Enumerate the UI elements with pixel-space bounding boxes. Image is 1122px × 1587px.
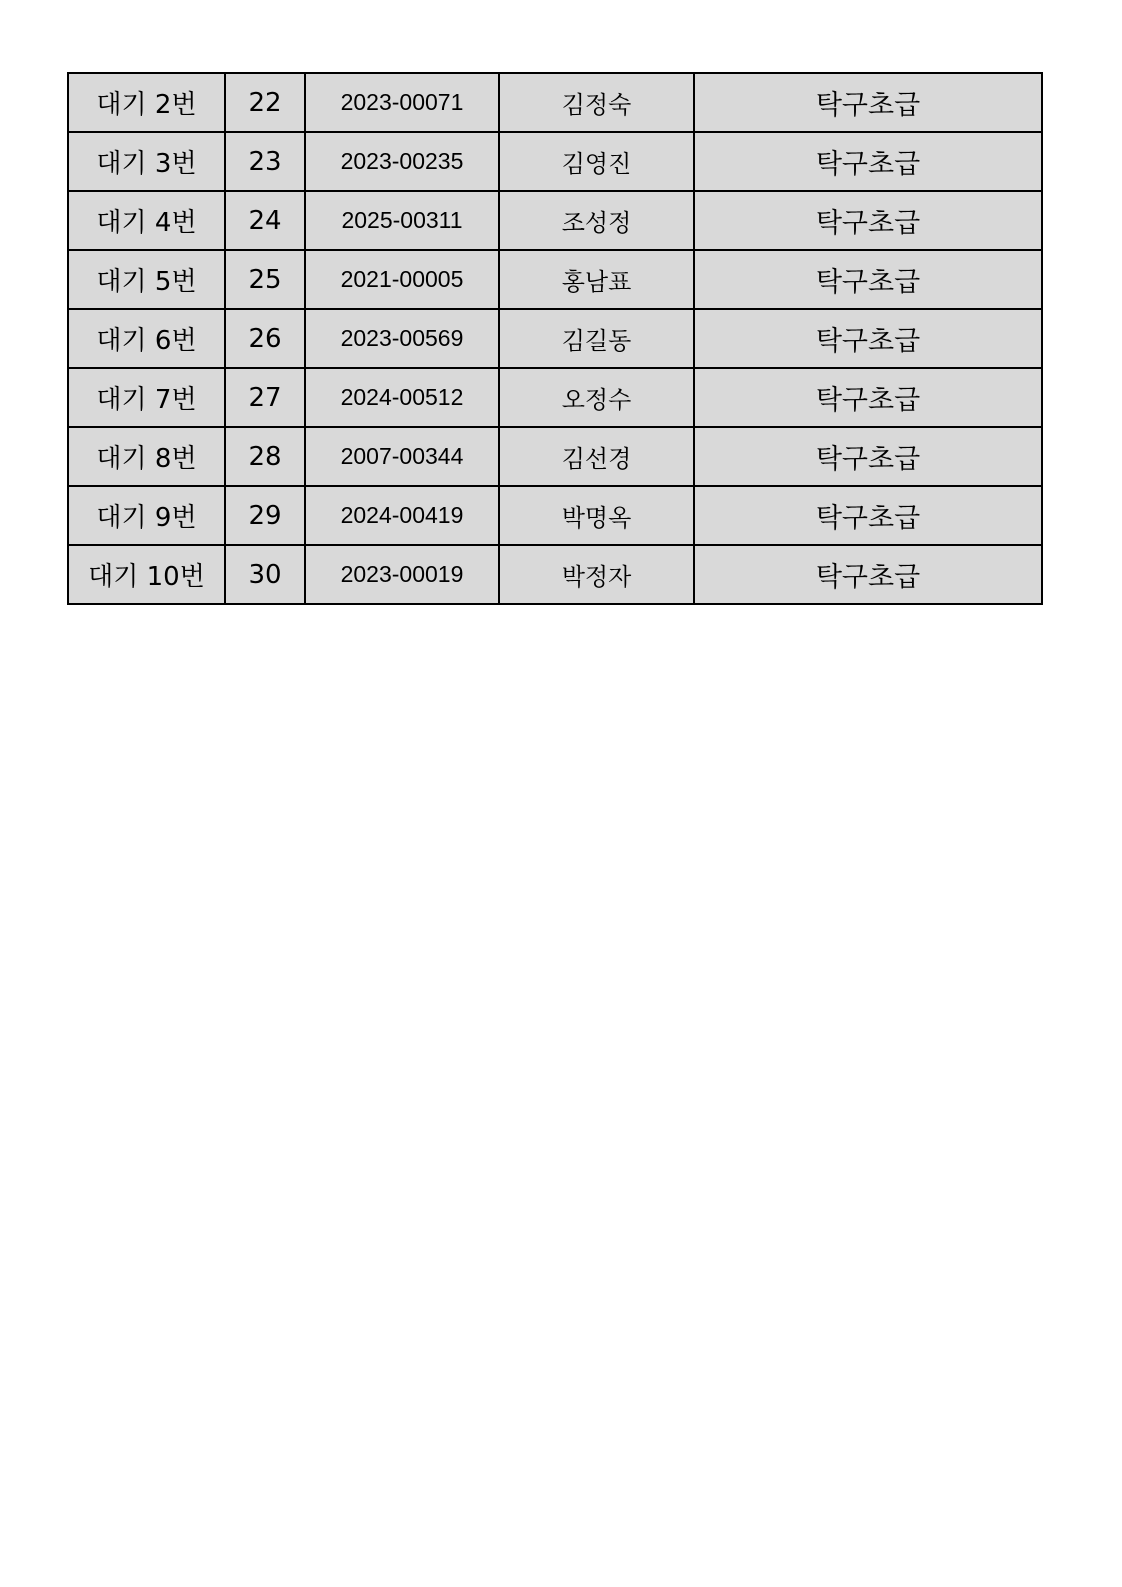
waitlist-number: 대기 10번: [68, 545, 225, 604]
table-row: [68, 486, 1042, 545]
waitlist-number: 대기 2번: [68, 73, 225, 132]
member-name: 오정수: [499, 368, 694, 427]
table-row: [68, 545, 1042, 604]
member-id: 2023-00569: [305, 309, 499, 368]
program-name: 탁구초급: [694, 132, 1042, 191]
member-name: 김선경: [499, 427, 694, 486]
table-row: [68, 73, 1042, 132]
row-number: 26: [225, 309, 305, 368]
row-number: 28: [225, 427, 305, 486]
member-id: 2024-00512: [305, 368, 499, 427]
program-name: 탁구초급: [694, 486, 1042, 545]
member-name: 홍남표: [499, 250, 694, 309]
table-row: [68, 250, 1042, 309]
member-id: 2023-00019: [305, 545, 499, 604]
member-id: 2025-00311: [305, 191, 499, 250]
program-name: 탁구초급: [694, 191, 1042, 250]
waitlist-number: 대기 7번: [68, 368, 225, 427]
program-name: 탁구초급: [694, 250, 1042, 309]
row-number: 23: [225, 132, 305, 191]
row-number: 29: [225, 486, 305, 545]
table-row: [68, 427, 1042, 486]
program-name: 탁구초급: [694, 309, 1042, 368]
program-name: 탁구초급: [694, 368, 1042, 427]
member-id: 2023-00071: [305, 73, 499, 132]
program-name: 탁구초급: [694, 73, 1042, 132]
member-name: 박정자: [499, 545, 694, 604]
member-name: 조성정: [499, 191, 694, 250]
member-name: 김정숙: [499, 73, 694, 132]
row-number: 27: [225, 368, 305, 427]
waitlist-number: 대기 3번: [68, 132, 225, 191]
table-row: [68, 368, 1042, 427]
member-name: 박명옥: [499, 486, 694, 545]
row-number: 25: [225, 250, 305, 309]
waitlist-number: 대기 4번: [68, 191, 225, 250]
table-row: [68, 309, 1042, 368]
table-row: [68, 191, 1042, 250]
row-number: 30: [225, 545, 305, 604]
member-id: 2021-00005: [305, 250, 499, 309]
member-id: 2023-00235: [305, 132, 499, 191]
program-name: 탁구초급: [694, 427, 1042, 486]
row-number: 22: [225, 73, 305, 132]
waitlist-number: 대기 8번: [68, 427, 225, 486]
waitlist-number: 대기 6번: [68, 309, 225, 368]
row-number: 24: [225, 191, 305, 250]
member-id: 2024-00419: [305, 486, 499, 545]
table-row: [68, 132, 1042, 191]
program-name: 탁구초급: [694, 545, 1042, 604]
member-name: 김길동: [499, 309, 694, 368]
member-id: 2007-00344: [305, 427, 499, 486]
waitlist-table: [67, 72, 1043, 605]
member-name: 김영진: [499, 132, 694, 191]
waitlist-number: 대기 5번: [68, 250, 225, 309]
waitlist-number: 대기 9번: [68, 486, 225, 545]
